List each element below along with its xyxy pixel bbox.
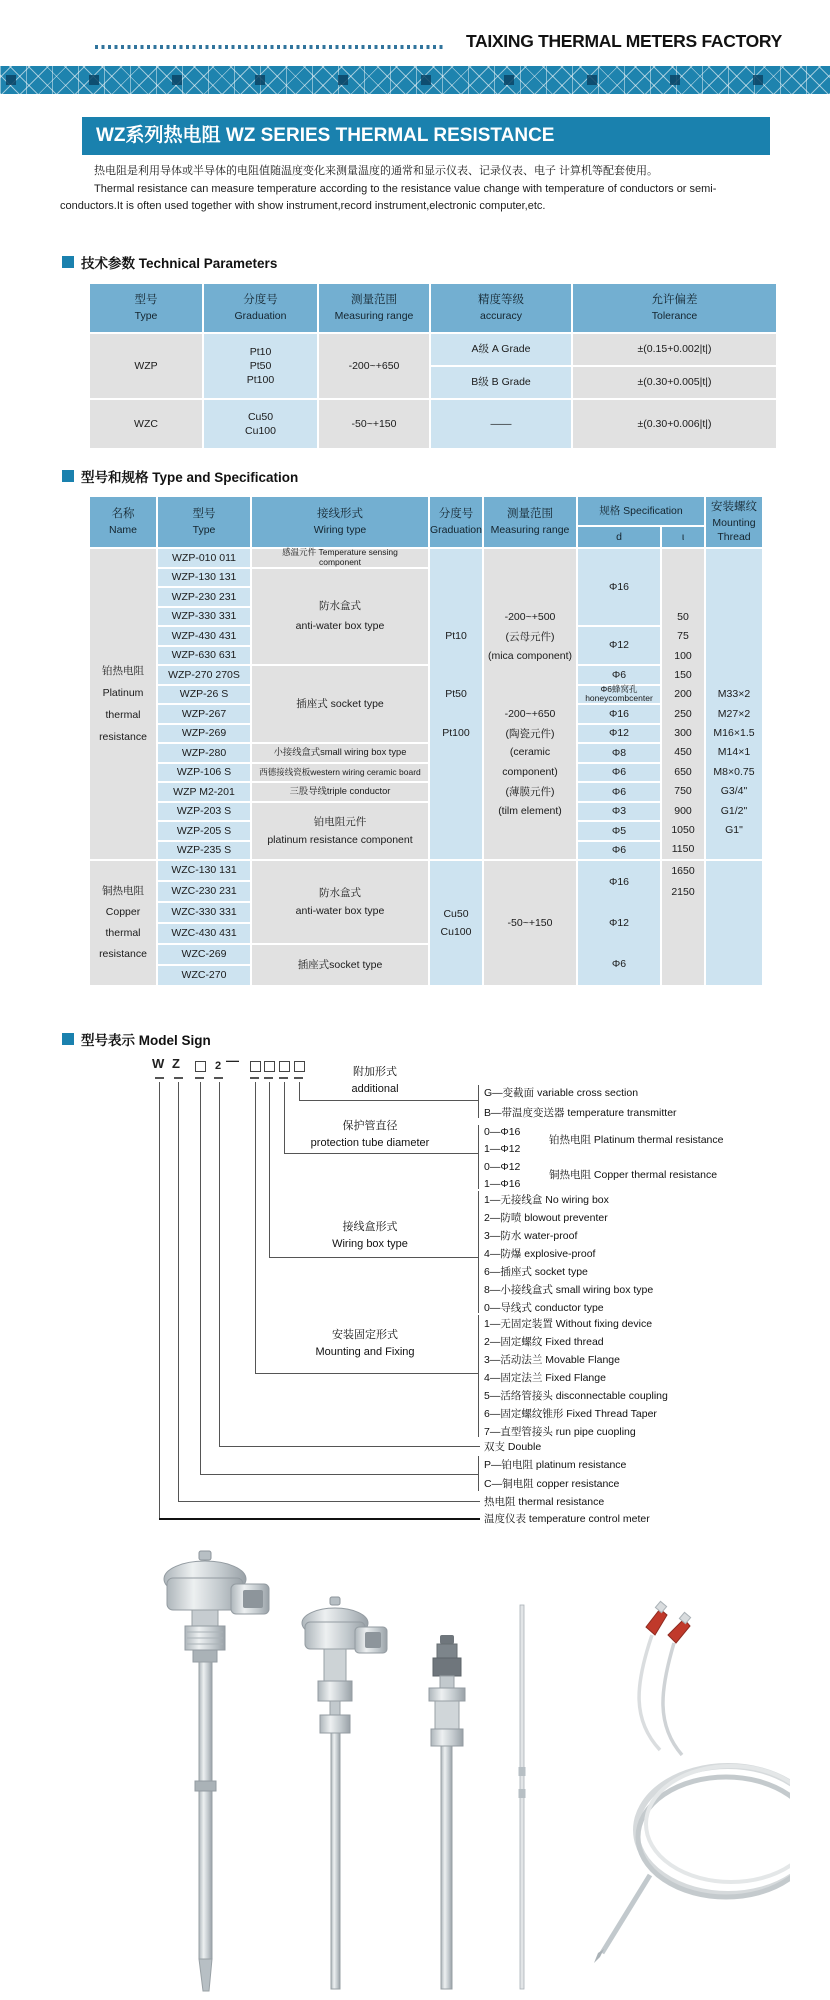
cell-wiring-sensing: 感温元件 Temperature sensing component bbox=[252, 549, 428, 567]
option: 6—插座式 socket type bbox=[484, 1266, 588, 1278]
option: 3—防水 water-proof bbox=[484, 1230, 578, 1242]
cell-pt-length: 50 75 100 150 200 250 300 450 650 750 900 1050 1150 bbox=[662, 549, 704, 859]
tick bbox=[174, 1077, 183, 1079]
probe-thin bbox=[519, 1605, 526, 1989]
option: 1—无接线盒 No wiring box bbox=[484, 1194, 609, 1206]
option: 0—导线式 conductor type bbox=[484, 1302, 604, 1314]
code-char-2: 2 bbox=[215, 1060, 222, 1072]
cell-type-row: WZP-269 bbox=[158, 725, 250, 743]
option: 7—直型管接头 run pipe cuopling bbox=[484, 1426, 636, 1438]
cell-wzp-range: -200~+650 bbox=[319, 334, 429, 398]
connector-line bbox=[178, 1501, 480, 1502]
section-bullet-icon bbox=[62, 256, 74, 268]
cell-d: Φ6 bbox=[578, 842, 660, 860]
cell-wzp-tolerance-a: ±(0.15+0.002|t|) bbox=[573, 334, 776, 365]
option: B—带温度变送器 temperature transmitter bbox=[484, 1107, 677, 1119]
label-mounting: 安装固定形式 Mounting and Fixing bbox=[315, 1329, 415, 1358]
cell-type-row: WZP-26 S bbox=[158, 686, 250, 704]
page-title-bar: WZ系列热电阻 WZ SERIES THERMAL RESISTANCE bbox=[82, 117, 770, 155]
option: 8—小接线盒式 small wiring box type bbox=[484, 1284, 654, 1296]
section-title-text: 型号和规格 Type and Specification bbox=[81, 470, 299, 485]
connector-line bbox=[219, 1446, 480, 1447]
cell-pt-graduation: Pt10 Pt50 Pt100 bbox=[430, 549, 482, 859]
code-box bbox=[195, 1061, 206, 1072]
code-box bbox=[294, 1061, 305, 1072]
bracket bbox=[478, 1456, 479, 1491]
cell-type-row: WZC-130 131 bbox=[158, 861, 250, 880]
cell-wzc-range: -50~+150 bbox=[319, 400, 429, 448]
th2-wiring: 接线形式 Wiring type bbox=[252, 497, 428, 547]
th2-thread: 安装螺纹 Mounting Thread bbox=[706, 497, 762, 547]
cell-d-honeycomb: Φ6蜂窝孔 honeycombcenter bbox=[578, 686, 660, 704]
connector-line bbox=[255, 1373, 478, 1374]
cell-d: Φ3 bbox=[578, 803, 660, 821]
cell-type-row: WZC-330 331 bbox=[158, 903, 250, 922]
connector-line bbox=[299, 1082, 300, 1100]
code-box bbox=[279, 1061, 290, 1072]
cell-wiring-pt-component: 铂电阻元件 platinum resistance component bbox=[252, 803, 428, 860]
option: 6—固定螺纹锥形 Fixed Thread Taper bbox=[484, 1408, 657, 1420]
connector-line bbox=[159, 1082, 160, 1519]
connector-line bbox=[219, 1082, 220, 1446]
cell-type-row: WZP-235 S bbox=[158, 842, 250, 860]
intro-paragraphs bbox=[60, 163, 774, 216]
cell-d: Φ12 bbox=[578, 725, 660, 743]
cell-d: Φ5 bbox=[578, 822, 660, 840]
cell-type-row: WZC-430 431 bbox=[158, 924, 250, 943]
cell-d: Φ8 bbox=[578, 744, 660, 762]
label-wiring-box: 接线盒形式 Wiring box type bbox=[332, 1221, 408, 1250]
cell-type-row: WZP-010 011 bbox=[158, 549, 250, 567]
cell-wzp-graduation: Pt10 Pt50 Pt100 bbox=[204, 334, 317, 398]
option-platinum-element: P—铂电阻 platinum resistance bbox=[484, 1459, 627, 1471]
connector-line bbox=[178, 1082, 179, 1501]
cell-d: Φ16 bbox=[578, 549, 660, 625]
cell-wzc-accuracy: —— bbox=[431, 400, 571, 448]
th-type: 型号 Type bbox=[90, 284, 202, 332]
option: 2—固定螺纹 Fixed thread bbox=[484, 1336, 604, 1348]
cell-type-row: WZP-203 S bbox=[158, 803, 250, 821]
cell-wiring-small-box: 小接线盒式small wiring box type bbox=[252, 744, 428, 762]
tick bbox=[294, 1077, 303, 1079]
cell-platinum-name: 铂热电阻 Platinum thermal resistance bbox=[90, 549, 156, 859]
code-char-z: Z bbox=[172, 1056, 180, 1071]
cell-d: Φ6 bbox=[578, 764, 660, 782]
option-group-platinum: 铂热电阻 Platinum thermal resistance bbox=[549, 1134, 724, 1146]
cable-sensor bbox=[594, 1601, 790, 1963]
th-accuracy: 精度等级 accuracy bbox=[431, 284, 571, 332]
cell-type-row: WZP-205 S bbox=[158, 822, 250, 840]
cell-wiring-western: 西德接线瓷板western wiring ceramic board bbox=[252, 764, 428, 782]
th2-name: 名称 Name bbox=[90, 497, 156, 547]
cell-pt-range: -200~+500 (云母元件) (mica component) -200~+650 (陶瓷元件) (ceramic component) (薄膜元件) (tilm element) bbox=[484, 549, 576, 859]
section-title-text: 技术参数 Technical Parameters bbox=[81, 256, 278, 271]
tick bbox=[214, 1077, 223, 1079]
option-copper-element: C—铜电阻 copper resistance bbox=[484, 1478, 620, 1490]
cell-type-row: WZP-267 bbox=[158, 705, 250, 723]
cell-wzc-tolerance: ±(0.30+0.006|t|) bbox=[573, 400, 776, 448]
section-title-technical-parameters bbox=[62, 252, 277, 272]
code-box bbox=[250, 1061, 261, 1072]
th-measuring-range: 测量范围 Measuring range bbox=[319, 284, 429, 332]
cell-wzp-type: WZP bbox=[90, 334, 202, 398]
cell-cu-range: -50~+150 bbox=[484, 861, 576, 985]
th2-l: ι bbox=[662, 527, 704, 547]
cell-cu-length: 1650 2150 bbox=[662, 861, 704, 985]
tick bbox=[250, 1077, 259, 1079]
option: 2—防喷 blowout preventer bbox=[484, 1212, 608, 1224]
cell-type-row: WZP-230 231 bbox=[158, 588, 250, 606]
cell-type-row: WZP-430 431 bbox=[158, 627, 250, 645]
cell-type-row: WZC-270 bbox=[158, 966, 250, 985]
cell-wiring-antiwater: 防水盒式 anti-water box type bbox=[252, 569, 428, 665]
table-type-specification bbox=[90, 497, 762, 985]
connector-line bbox=[159, 1518, 480, 1520]
tick bbox=[279, 1077, 288, 1079]
probe-medium bbox=[302, 1597, 387, 1989]
th2-range: 测量范围 Measuring range bbox=[484, 497, 576, 547]
option: 3—活动法兰 Movable Flange bbox=[484, 1354, 620, 1366]
option: G—变截面 variable cross section bbox=[484, 1087, 639, 1099]
cell-wzp-accuracy-a: A级 A Grade bbox=[431, 334, 571, 365]
th-tolerance: 允许偏差 Tolerance bbox=[573, 284, 776, 332]
bracket bbox=[478, 1191, 479, 1313]
code-dash: — bbox=[226, 1053, 239, 1068]
connector-line bbox=[284, 1153, 478, 1154]
section-title-model-sign bbox=[62, 1029, 211, 1049]
product-photos bbox=[90, 1545, 790, 1995]
th2-specification: 规格 Specification bbox=[578, 497, 704, 525]
option: 0—Φ16 bbox=[484, 1126, 521, 1138]
table-technical-parameters bbox=[90, 284, 776, 448]
option: 1—Φ12 bbox=[484, 1143, 521, 1155]
cell-wiring-socket: 插座式 socket type bbox=[252, 666, 428, 742]
cell-cu-thread-empty bbox=[706, 861, 762, 985]
option: 5—活络管接头 disconnectable coupling bbox=[484, 1390, 668, 1402]
code-char-w: W bbox=[152, 1056, 165, 1071]
probe-large bbox=[164, 1551, 269, 1991]
connector-line bbox=[269, 1257, 478, 1258]
label-tube-diameter: 保护管直径 protection tube diameter bbox=[310, 1120, 430, 1149]
cell-wzc-graduation: Cu50 Cu100 bbox=[204, 400, 317, 448]
section-bullet-icon bbox=[62, 470, 74, 482]
option: 0—Φ12 bbox=[484, 1161, 521, 1173]
cell-type-row: WZP-270 270S bbox=[158, 666, 250, 684]
option-thermal-resistance: 热电阻 thermal resistance bbox=[484, 1496, 605, 1508]
cell-copper-name: 铜热电阻 Copper thermal resistance bbox=[90, 861, 156, 985]
cell-d: Φ6 bbox=[578, 783, 660, 801]
cell-type-row: WZC-230 231 bbox=[158, 882, 250, 901]
bracket bbox=[478, 1085, 479, 1118]
option: 4—固定法兰 Fixed Flange bbox=[484, 1372, 606, 1384]
cell-wzp-tolerance-b: ±(0.30+0.005|t|) bbox=[573, 367, 776, 398]
cell-wiring-triple: 三股导线triple conductor bbox=[252, 783, 428, 801]
section-bullet-icon bbox=[62, 1033, 74, 1045]
th2-d: d bbox=[578, 527, 660, 547]
factory-name: TAIXING THERMAL METERS FACTORY bbox=[465, 31, 782, 51]
cell-wzc-type: WZC bbox=[90, 400, 202, 448]
option: 1—无固定装置 Without fixing device bbox=[484, 1318, 653, 1330]
cell-type-row: WZP-630 631 bbox=[158, 647, 250, 665]
cell-type-row: WZP-280 bbox=[158, 744, 250, 762]
connector-line bbox=[269, 1082, 270, 1257]
th2-type: 型号 Type bbox=[158, 497, 250, 547]
cell-type-row: WZC-269 bbox=[158, 945, 250, 964]
cell-wiring-antiwater-cu: 防水盒式 anti-water box type bbox=[252, 861, 428, 943]
section-title-text: 型号表示 Model Sign bbox=[81, 1033, 211, 1048]
cell-wiring-socket-cu: 插座式socket type bbox=[252, 945, 428, 985]
option: 4—防爆 explosive-proof bbox=[484, 1248, 596, 1260]
connector-line bbox=[255, 1082, 256, 1373]
intro-en: Thermal resistance can measure temperature according to the resistance value change with temperature of conductors or semi-conductors.It is often used together with show instrument,record instrument,electronic computer,etc. bbox=[60, 182, 717, 213]
cell-type-row: WZP-330 331 bbox=[158, 608, 250, 626]
option-temperature-meter: 温度仪表 temperature control meter bbox=[484, 1513, 650, 1525]
option-double: 双支 Double bbox=[484, 1441, 542, 1453]
cell-wzp-accuracy-b: B级 B Grade bbox=[431, 367, 571, 398]
header-dotted-line bbox=[95, 45, 443, 49]
cell-d: Φ16 bbox=[578, 705, 660, 723]
connector-line bbox=[200, 1474, 478, 1475]
intro-cn: 热电阻是利用导体或半导体的电阻值随温度变化来测量温度的通常和显示仪表、记录仪表、电子 计算机等配套使用。 bbox=[94, 165, 659, 177]
option: 1—Φ16 bbox=[484, 1178, 521, 1190]
connector-line bbox=[299, 1100, 478, 1101]
tick bbox=[264, 1077, 273, 1079]
cell-cu-d: Φ16 Φ12 Φ6 bbox=[578, 861, 660, 985]
cell-type-row: WZP M2-201 bbox=[158, 783, 250, 801]
tick bbox=[155, 1077, 164, 1079]
option-group-copper: 铜热电阻 Copper thermal resistance bbox=[549, 1169, 718, 1181]
cell-cu-graduation: Cu50 Cu100 bbox=[430, 861, 482, 985]
connector-line bbox=[284, 1082, 285, 1153]
cell-d: Φ12 bbox=[578, 627, 660, 664]
cell-pt-thread: M33×2 M27×2 M16×1.5 M14×1 M8×0.75 G3/4" G1/2" G1" bbox=[706, 549, 762, 859]
tick bbox=[195, 1077, 204, 1079]
bracket bbox=[478, 1125, 479, 1189]
cell-type-row: WZP-106 S bbox=[158, 764, 250, 782]
connector-line bbox=[200, 1082, 201, 1474]
section-title-type-specification bbox=[62, 466, 298, 486]
probe-fitting bbox=[429, 1635, 465, 1989]
cell-type-row: WZP-130 131 bbox=[158, 569, 250, 587]
th-graduation: 分度号 Graduation bbox=[204, 284, 317, 332]
label-additional: 附加形式 additional bbox=[351, 1066, 399, 1095]
th2-graduation: 分度号 Graduation bbox=[430, 497, 482, 547]
cell-d: Φ6 bbox=[578, 666, 660, 684]
code-box bbox=[264, 1061, 275, 1072]
decor-lattice-band bbox=[0, 66, 830, 94]
bracket bbox=[478, 1315, 479, 1437]
